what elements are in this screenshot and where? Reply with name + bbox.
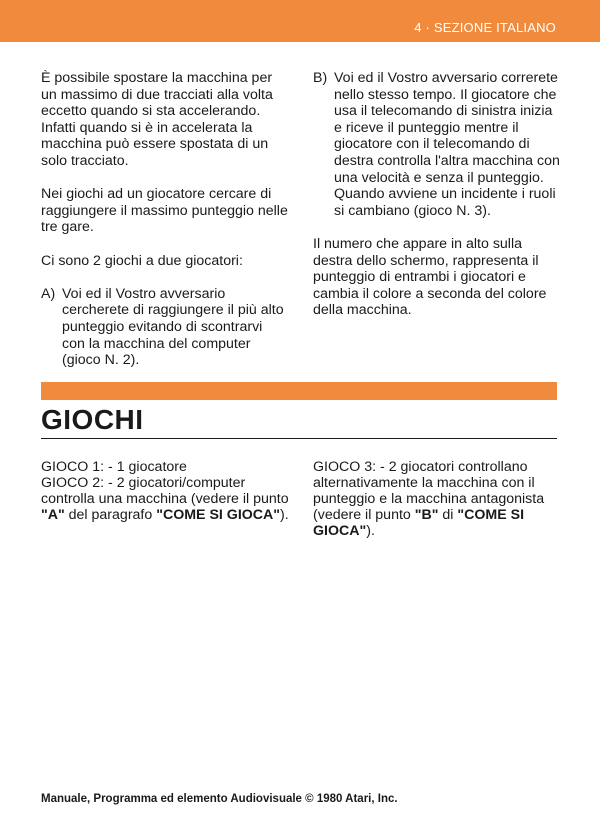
paragraph: Il numero che appare in alto sulla destra dello schermo, rappresenta il punteggio di entrambi i giocatori e cambia il colore a seconda del colore della macchina. xyxy=(313,235,547,319)
left-column xyxy=(41,70,289,385)
game-end: ). xyxy=(366,523,375,539)
game-ref-title: "COME SI GIOCA" xyxy=(313,507,525,539)
game-label: GIOCO 1: xyxy=(41,459,105,475)
game-3 xyxy=(313,459,563,539)
game-text: di xyxy=(442,507,454,523)
section-title: GIOCHI xyxy=(41,404,144,435)
game-end: ). xyxy=(280,507,289,523)
game-2 xyxy=(41,475,291,523)
games-left xyxy=(41,459,291,523)
game-1 xyxy=(41,459,291,475)
game-text: - 1 giocatore xyxy=(108,459,187,475)
right-column xyxy=(313,70,563,336)
game-ref-title: "COME SI GIOCA" xyxy=(156,507,281,523)
game-label: GIOCO 3: xyxy=(313,459,377,475)
list-item-a xyxy=(41,286,289,369)
list-marker: A) xyxy=(41,285,56,302)
list-marker: B) xyxy=(313,70,328,86)
game-text: - 2 giocatori/computer controlla una macchina (vedere il punto xyxy=(41,475,289,507)
section-rule xyxy=(41,438,557,439)
paragraph: Ci sono 2 giochi a due giocatori: xyxy=(41,252,243,269)
footer-copyright: Manuale, Programma ed elemento Audiovisuale © 1980 Atari, Inc. xyxy=(41,793,398,805)
games-right xyxy=(313,459,563,539)
game-text: - 2 giocatori controllano alternativamente la macchina con il punteggio e la macchina antagonista (vedere il punto xyxy=(313,459,545,523)
list-item-text: Voi ed il Vostro avversario cercherete di raggiungere il più alto punteggio evitando di scontrarvi con la macchina del computer (gioco N. 2). xyxy=(62,285,284,369)
section-label: 4 · SEZIONE ITALIANO xyxy=(414,20,556,35)
game-ref: "A" xyxy=(41,507,65,523)
paragraph: È possibile spostare la macchina per un massimo di due tracciati alla volta eccetto quando si sta accelerando. Infatti quando si è in accelerata la macchina può essere spostata di un solo tracciato. xyxy=(41,70,273,169)
header-bar xyxy=(0,0,600,42)
game-label: GIOCO 2: xyxy=(41,475,105,491)
list-item-text: Voi ed il Vostro avversario correrete nello stesso tempo. Il giocatore che usa il telecomando di sinistra inizia e riceve il punteggio mentre il giocatore con il telecomando di destra controlla l'altra macchina con una velocità e senza il punteggio. Quando avviene un incidente i ruoli si cambiano (gioco N. 3). xyxy=(334,70,560,219)
game-text: del paragrafo xyxy=(68,507,153,523)
section-bar xyxy=(41,382,557,400)
game-ref: "B" xyxy=(414,507,439,523)
list-item-b xyxy=(313,70,563,219)
paragraph: Nei giochi ad un giocatore cercare di raggiungere il massimo punteggio nelle tre gare. xyxy=(41,186,288,236)
